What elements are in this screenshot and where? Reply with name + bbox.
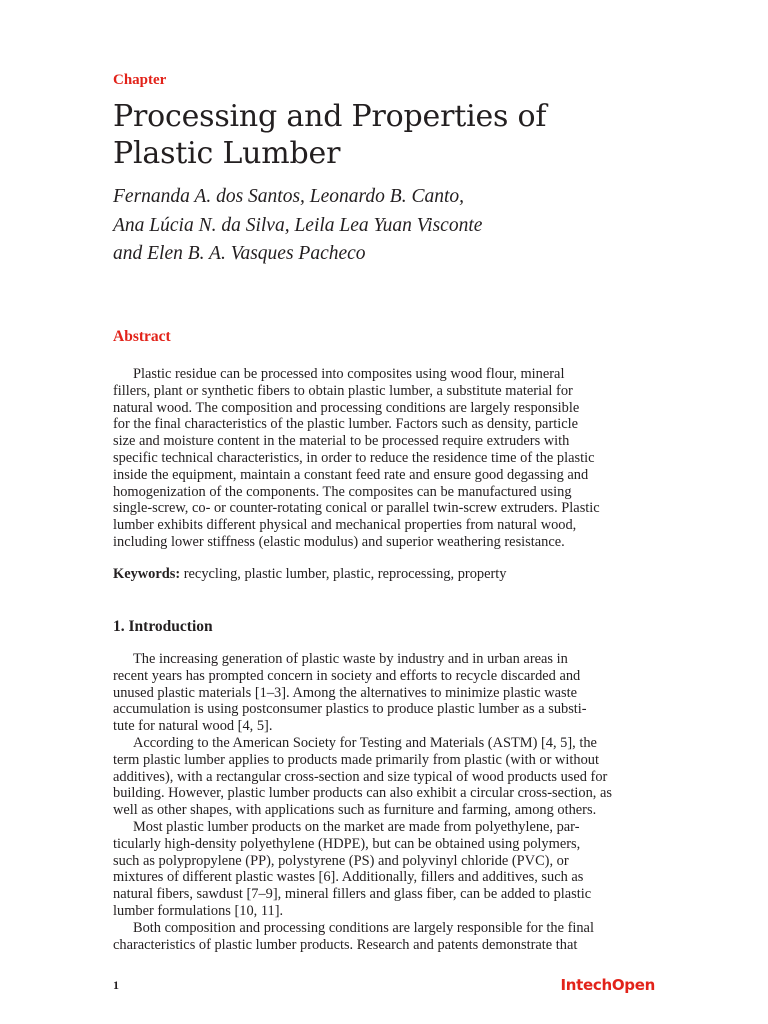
author-line: and Elen B. A. Vasques Pacheco — [113, 243, 366, 264]
title-line: Processing and Properties of — [113, 99, 547, 134]
abstract-line: lumber exhibits different physical and mechanical properties from natural wood, — [113, 517, 577, 534]
page-number: 1 — [113, 978, 119, 992]
author-list — [113, 183, 658, 269]
page-title — [113, 98, 658, 172]
abstract-line: inside the equipment, maintain a constant feed rate and ensure good degassing and — [113, 466, 589, 483]
title-line: Plastic Lumber — [113, 136, 341, 171]
abstract-line: homogenization of the components. The composites can be manufactured using — [113, 483, 572, 500]
abstract-line: natural wood. The composition and processing conditions are largely responsible — [113, 399, 580, 416]
introduction-line: The increasing generation of plastic waste by industry and in urban areas in — [133, 651, 568, 667]
author-line: Fernanda A. dos Santos, Leonardo B. Canto, — [113, 186, 465, 207]
abstract-body — [113, 366, 658, 551]
chapter-label: Chapter — [113, 72, 167, 88]
introduction-line: such as polypropylene (PP), polystyrene (PS) and polyvinyl chloride (PVC), or — [113, 852, 569, 869]
keywords-line — [113, 566, 658, 583]
introduction-line: lumber formulations [10, 11]. — [113, 902, 284, 919]
abstract-line: including lower stiffness (elastic modulus) and superior weathering resistance. — [113, 533, 565, 550]
introduction-line: term plastic lumber applies to products made primarily from plastic (with or without — [113, 751, 599, 768]
introduction-line: Most plastic lumber products on the market are made from polyethylene, par- — [133, 818, 580, 835]
introduction-line: well as other shapes, with applications such as furniture and farming, among others. — [113, 802, 597, 819]
author-line: Ana Lúcia N. da Silva, Leila Lea Yuan Visconte — [113, 214, 483, 236]
introduction-heading: 1. Introduction — [113, 618, 213, 635]
abstract-line: fillers, plant or synthetic fibers to obtain plastic lumber, a substitute material for — [113, 382, 573, 399]
introduction-line: natural fibers, sawdust [7–9], mineral fillers and glass fiber, can be added to plastic — [113, 886, 592, 903]
publisher-logo[interactable]: IntechOpen — [560, 976, 655, 994]
introduction-line: characteristics of plastic lumber products. Research and patents demonstrate that — [113, 936, 578, 953]
keywords-text: recycling, plastic lumber, plastic, reprocessing, property — [180, 566, 507, 582]
abstract-line: single-screw, co- or counter-rotating conical or parallel twin-screw extruders. Plastic — [113, 500, 600, 517]
introduction-line: tute for natural wood [4, 5]. — [113, 718, 273, 735]
abstract-line: for the final characteristics of the plastic lumber. Factors such as density, particle — [113, 416, 579, 433]
introduction-line: additives), with a rectangular cross-section and size typical of wood products used for — [113, 768, 608, 785]
abstract-heading: Abstract — [113, 328, 171, 345]
abstract-line: specific technical characteristics, in order to reduce the residence time of the plastic — [113, 449, 595, 466]
introduction-line: Both composition and processing conditions are largely responsible for the final — [133, 919, 594, 936]
introduction-line: recent years has prompted concern in society and efforts to recycle discarded and — [113, 667, 581, 684]
introduction-line: accumulation is using postconsumer plastics to produce plastic lumber as a substi- — [113, 701, 587, 718]
keywords-label: Keywords: — [113, 566, 181, 582]
introduction-line: mixtures of different plastic wastes [6]. Additionally, fillers and additives, such as — [113, 869, 584, 886]
introduction-line: building. However, plastic lumber products can also exhibit a circular cross-section, as — [113, 785, 612, 802]
introduction-line: unused plastic materials [1–3]. Among the alternatives to minimize plastic waste — [113, 684, 577, 701]
introduction-line: ticularly high-density polyethylene (HDPE), but can be obtained using polymers, — [113, 835, 581, 852]
abstract-line: size and moisture content in the material to be processed require extruders with — [113, 433, 570, 450]
introduction-body — [113, 651, 658, 953]
introduction-line: According to the American Society for Testing and Materials (ASTM) [4, 5], the — [133, 734, 597, 751]
abstract-line: Plastic residue can be processed into composites using wood flour, mineral — [133, 366, 565, 382]
